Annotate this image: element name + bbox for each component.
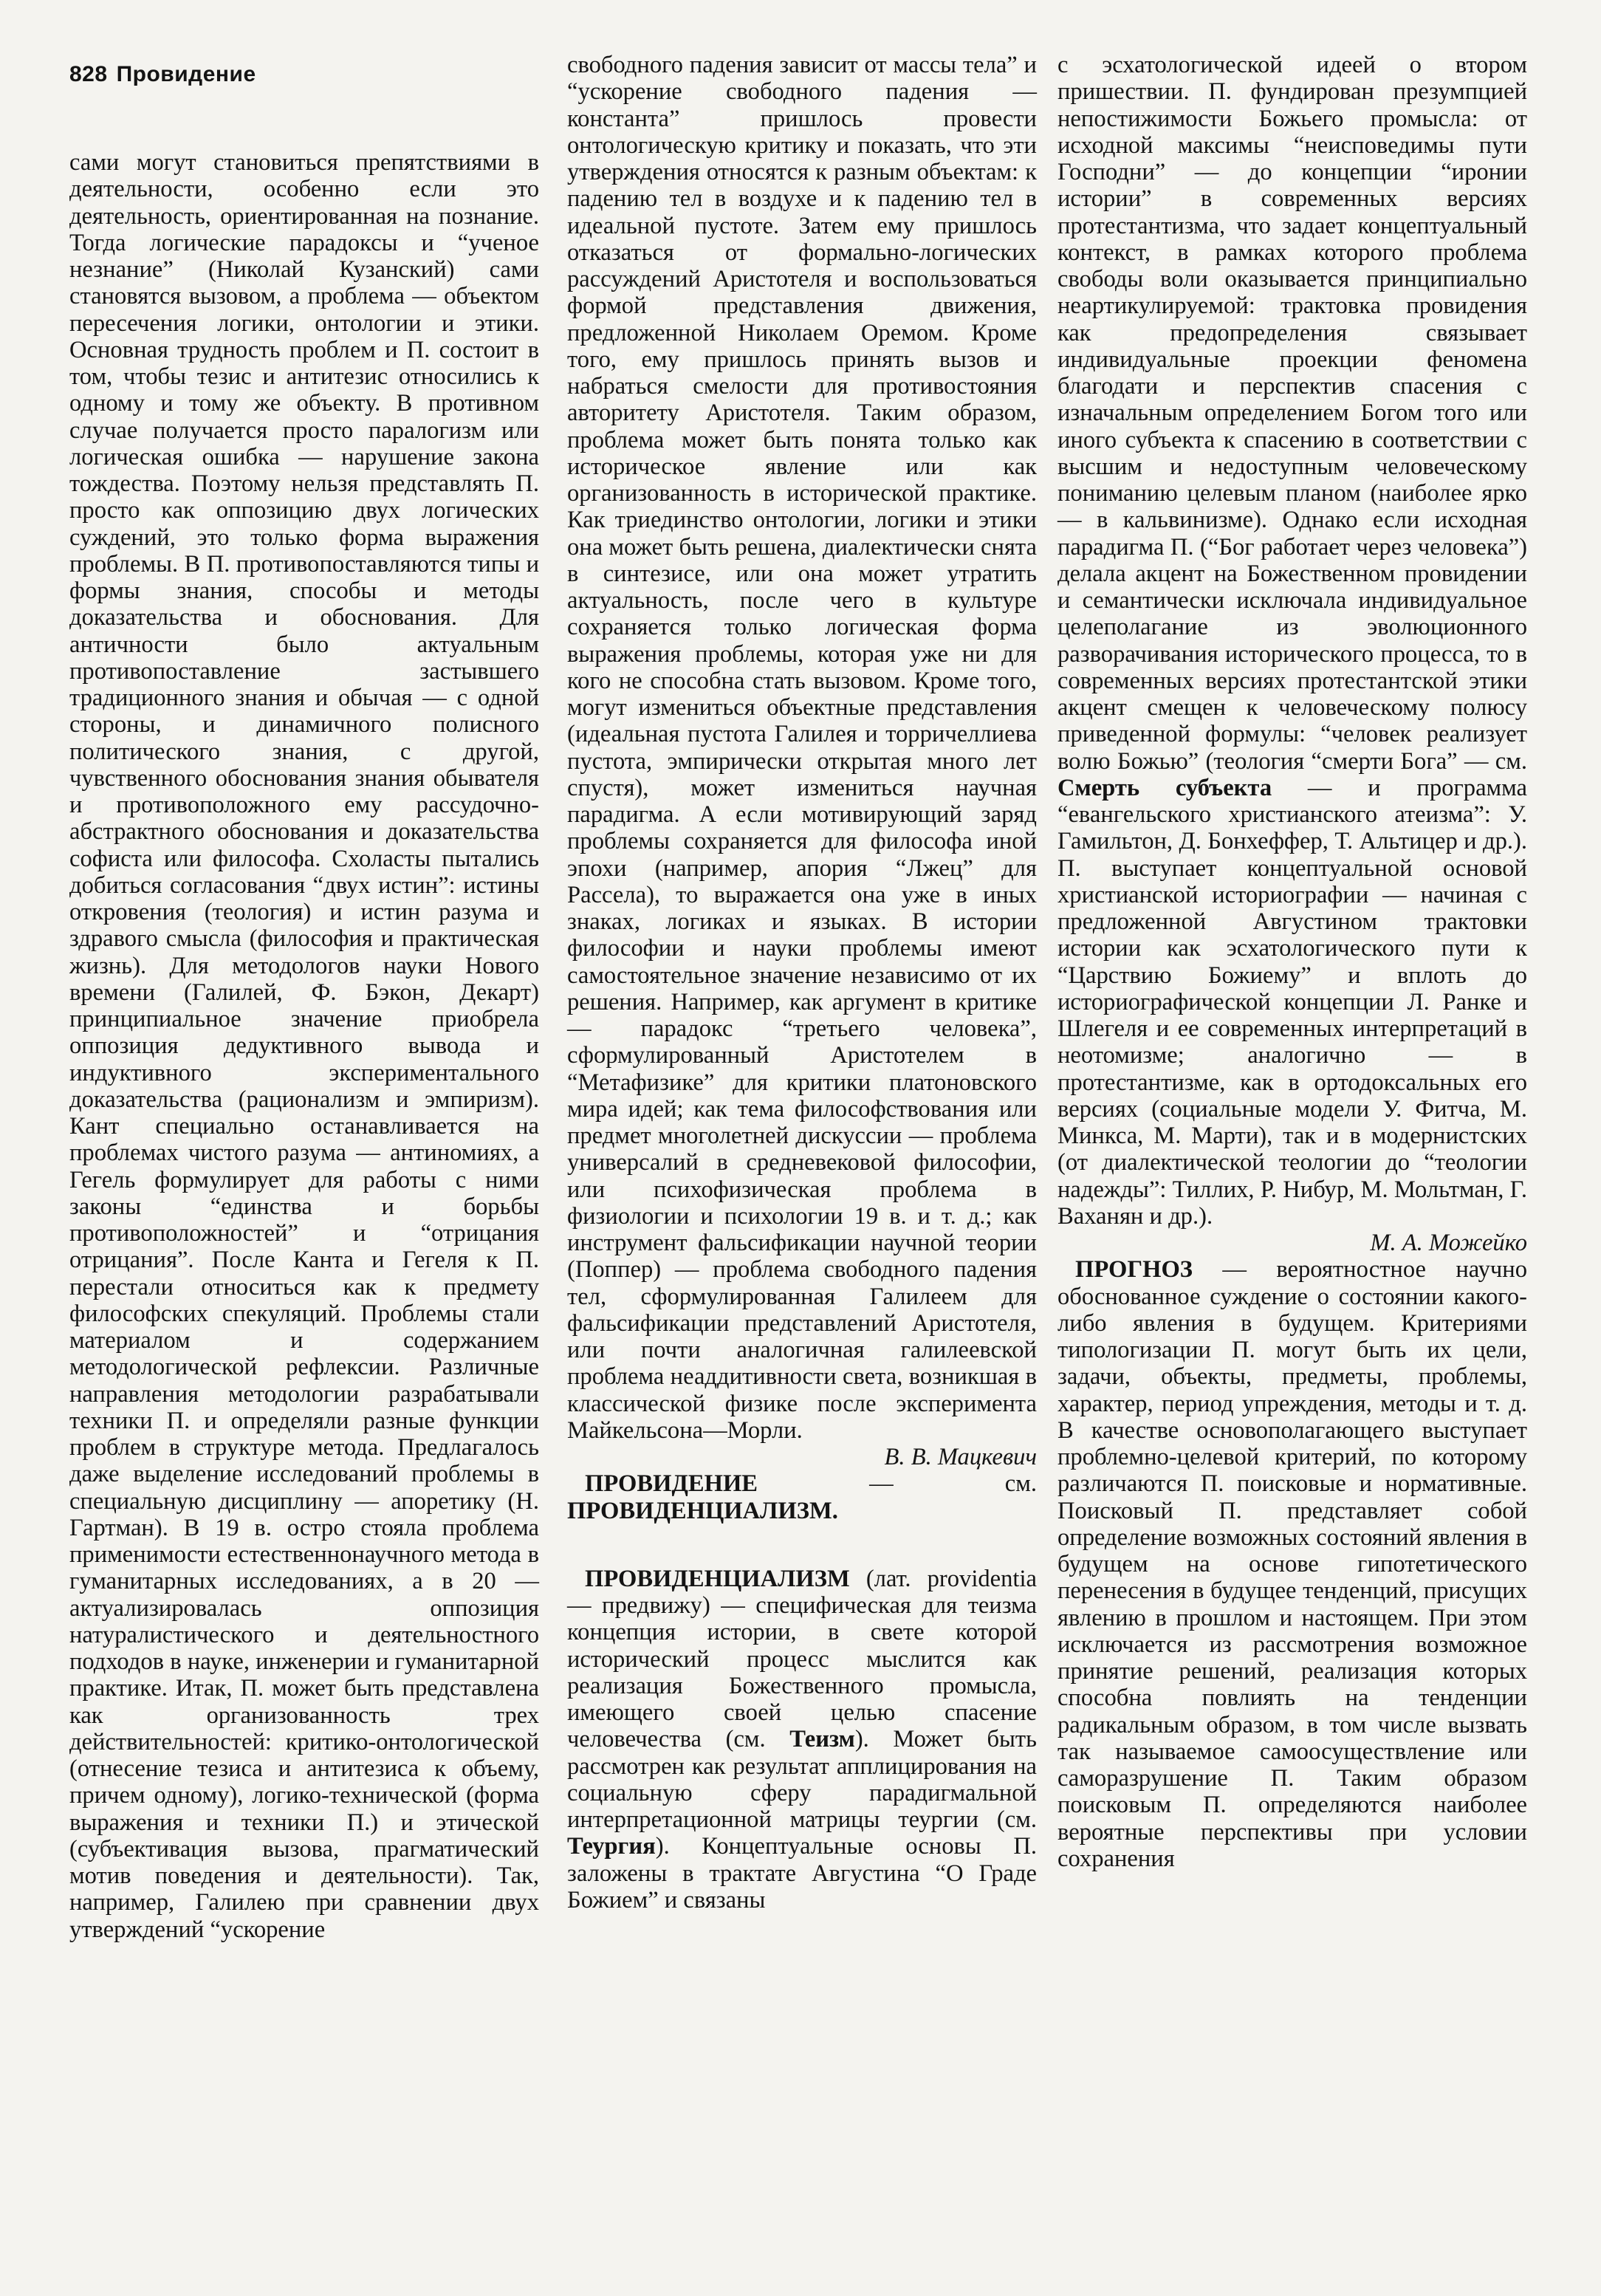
- entry-text: ). Может быть рассмотрен как результат апплицирования на социальную сферу парадигмальной интерпретационной матрицы теургии (см.: [567, 1726, 1037, 1833]
- running-head: [69, 62, 256, 87]
- entry-lemma: ПРОВИДЕНИЕ: [585, 1470, 758, 1498]
- article-continuation-text: свободного падения зависит от массы тела” и “ускорение свободного падения — константа” пришлось провести онтологическую критику и показать, что эти утверждения относятся к разным объектам: к падению тел в воздухе и к падению тел в идеальной пустоте. Затем ему пришлось отказаться от формально-логических рассуждений Аристотеля и воспользоваться формой представления движения, предложенной Николаем Оремом. Кроме того, ему пришлось принять вызов и набраться смелости для противостояния авторитету Аристотеля. Таким образом, проблема может быть понята только как историческое явление или как организованность в исторической практике. Как триединство онтологии, логики и этики она может быть решена, диалектически снята в синтезисе, или она может утратить актуальность, после чего в культуре сохраняется только логическая форма выражения проблемы, которая уже ни для кого не способна стать вызовом. Кроме того, могут измениться объектные представления (идеальная пустота Галилея и торричеллиева пустота, эмпирически открытая много лет спустя), может измениться научная парадигма. А если мотивирующий заряд проблемы сохраняется для философа иной эпохи (например, апория “Лжец” для Рассела), то выражается она уже в иных знаках, логиках и языках. В истории философии и науки проблемы имеют самостоятельное значение независимо от их решения. Например, как аргумент в критике — парадокс “третьего человека”, сформулированный Аристотелем в “Метафизике” для критики платоновского мира идей; как тема философствования или предмет многолетней дискуссии — проблема универсалий в средневековой философии, или психофизическая проблема в физиологии и психологии 19 в. и т. д.; как инструмент фальсификации научной теории (Поппер) — проблема свободного падения тел, сформулированная Галилеем для фальсификации представлений Аристотеля, или почти аналогичная галилеевской проблема неаддитивности света, возникшая в классической физике после эксперимента Майкельсона—Морли.: [567, 52, 1037, 1444]
- entry-text: (лат. providentia — предвижу) — специфическая для теизма концепция истории, в свете которой исторический процесс мыслится как реализация Божественного промысла, имеющего своей целью спасение человечества (см.: [567, 1565, 1037, 1753]
- entry-lemma: ПРОГНОЗ: [1075, 1256, 1193, 1284]
- column-3: [1057, 52, 1527, 1872]
- entry-text: — вероятностное научно обоснованное суждение о состоянии какого-либо явления в будущем. Критериями типологизации П. могут быть их цели, задачи, объекты, предметы, проблемы, характер, период упреждения, методы и т. д. В качестве основополагающего выступает проблемно-целевой критерий, по которому различаются П. поисковые и нормативные. Поисковый П. представляет собой определение возможных состояний явления в будущем на основе гипотетического перенесения в будущее тенденций, присущих явлению в прошлом и настоящем. При этом исключается из рассмотрения возможное принятие решений, реализация которых способна повлиять на тенденции радикальным образом, в том числе вызвать так называемое самоосуществление или саморазрушение П. Таким образом поисковым П. определяются наиболее вероятные перспективы при условии сохранения: [1057, 1256, 1527, 1872]
- column-1-text: сами могут становиться препятствиями в деятельности, особенно если это деятельность, ориентированная на познание. Тогда логические парадоксы и “ученое незнание” (Николай Кузанский) сами становятся вызовом, а проблема — объектом пересечения логики, онтологии и этики. Основная трудность проблем и П. состоит в том, чтобы тезис и антитезис относились к одному и тому же объекту. В противном случае получается просто паралогизм или логическая ошибка — нарушение закона тождества. Поэтому нельзя представлять П. просто как оппозицию двух логических суждений, это только форма выражения проблемы. В П. противопоставляются типы и формы знания, способы и методы доказательства и обоснования. Для античности было актуальным противопоставление застывшего традиционного знания и обычая — с одной стороны, и динамичного полисного политического знания, с другой, чувственного обоснования знания обывателя и противоположного ему рассудочно-абстрактного обоснования и доказательства софиста или философа. Схоласты пытались добиться согласования “двух истин”: истины откровения (теология) и истин разума и здравого смысла (философия и практическая жизнь). Для методологов науки Нового времени (Галилей, Ф. Бэкон, Декарт) принципиальное значение приобрела оппозиция дедуктивного вывода и индуктивного экспериментального доказательства (рационализм и эмпиризм). Кант специально останавливается на проблемах чистого разума — антиномиях, а Гегель формулирует для работы с ними законы “единства и борьбы противоположностей” и “отрицания отрицания”. После Канта и Гегеля к П. перестали относиться как к предмету философских спекуляций. Проблемы стали материалом и содержанием методологической рефлексии. Различные направления методологии разрабатывали техники П. и определяли разные функции проблем в структуре метода. Предлагалось даже выделение исследований проблемы в специальную дисциплину — апоретику (Н. Гартман). В 19 в. остро стояла проблема применимости естественнонаучного метода в гуманитарных исследованиях, а в 20 — актуализировалась оппозиция натуралистического и деятельностного подходов в науке, инженерии и гуманитарной практике. Итак, П. может быть представлена как организованность трех действительностей: критико-онтологической (отнесение тезиса и антитезиса к объему, причем одному), логико-технической (форма выражения и техники П.) и этической (субъективация вызова, прагматический мотив поведения и деятельности). Так, например, Галилею при сравнении двух утверждений “ускорение: [69, 149, 539, 1943]
- cross-reference: Теургия: [567, 1833, 656, 1860]
- article-author: М. А. Можейко: [1370, 1230, 1527, 1256]
- entry-text: ). Концептуальные основы П. заложены в трактате Августина “О Граде Божием” и связаны: [567, 1833, 1037, 1913]
- running-title: Провидение: [116, 62, 256, 86]
- cross-reference: Смерть субъекта: [1057, 774, 1272, 801]
- article-continuation-text: [1057, 52, 1527, 1230]
- entry-prognoz: [1057, 1256, 1527, 1872]
- column-1: [69, 149, 539, 1943]
- cross-reference: Теизм: [789, 1726, 855, 1753]
- column-2: [567, 52, 1037, 1913]
- entry-lemma: ПРОВИДЕНЦИАЛИЗМ: [585, 1565, 850, 1592]
- page-number: 828: [69, 62, 108, 86]
- entry-see: — см.: [758, 1470, 1037, 1498]
- entry-text: с эсхатологической идеей о втором пришествии. П. фундирован презумпцией непостижимости Божьего промысла: от исходной максимы “неисповедимы пути Господни” — до концепции “иронии истории” в современных версиях протестантизма, что задает концептуальный контекст, в рамках которого проблема свободы воли оказывается принципиально неартикулируемой: трактовка провидения как предопределения связывает индивидуальные проекции феномена благодати и перспектив спасения с изначальным определением Богом того или иного субъекта к спасению в соответствии с высшим и недоступным человеческому пониманию целевым планом (наиболее ярко — в кальвинизме). Однако если исходная парадигма П. (“Бог работает через человека”) делала акцент на Божественном провидении и семантически исключала индивидуальное целеполагание из эволюционного разворачивания исторического процесса, то в современных версиях протестантской этики акцент смещен к человеческому полюсу приведенной формулы: “человек реализует волю Божью” (теология “смерти Бога” — см.: [1057, 52, 1527, 775]
- entry-providenie: [567, 1470, 1037, 1524]
- entry-text: — и программа “евангельского христианского атеизма”: У. Гамильтон, Д. Бонхеффер, Т. Альтицер и др.). П. выступает концептуальной основой христианской историографии — начиная с предложенной Августином трактовки истории как эсхатологического пути к “Царствию Божиему” и вплоть до историографической концепции Л. Ранке и Шлегеля и ее современных интерпретаций в неотомизме; аналогично — в протестантизме, как в ортодоксальных его версиях (социальные модели У. Фитча, М. Минкса, М. Марти), так и в модернистских (от диалектической теологии до “теологии надежды”: Тиллих, Р. Нибур, М. Мольтман, Г. Ваханян и др.).: [1057, 774, 1527, 1230]
- cross-reference: ПРОВИДЕНЦИАЛИЗМ.: [567, 1497, 838, 1524]
- entry-providencializm: [567, 1566, 1037, 1913]
- article-author: В. В. Мацкевич: [884, 1444, 1037, 1470]
